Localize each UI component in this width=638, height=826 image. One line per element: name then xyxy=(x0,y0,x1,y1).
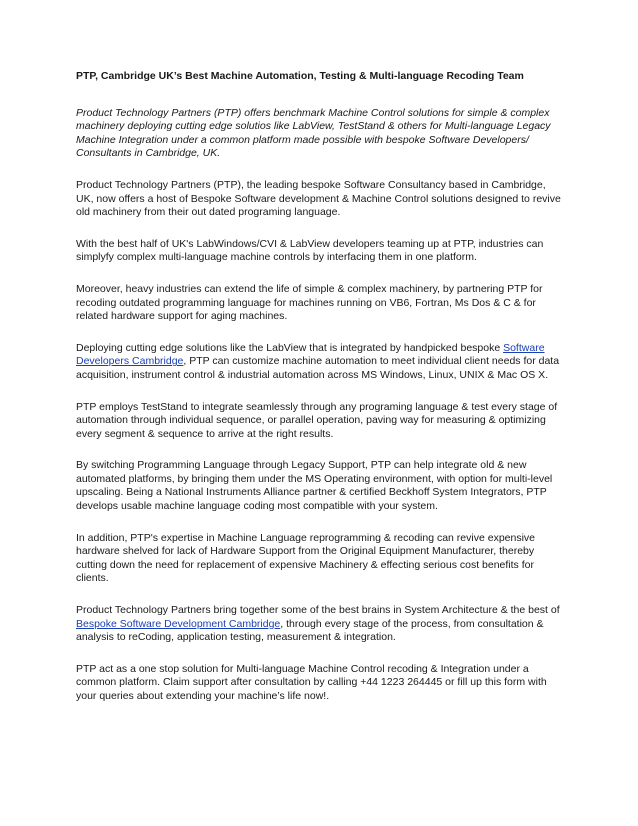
software-developers-cambridge-link[interactable]: Software Developers Cambridge xyxy=(76,341,545,368)
paragraph-4-text-before: Deploying cutting edge solutions like the LabView that is integrated by handpicked bespoke xyxy=(76,341,504,354)
paragraph-8 xyxy=(76,604,562,645)
paragraph-6: By switching Programming Language through Legacy Support, PTP can help integrate old & new automated platforms, by bringing them under the MS Operating environment, with option for multi-level upscaling. Being a National Instruments Alliance partner & certified Beckhoff System Integrators, PTP develops usable machine language coding most compatible with your system. xyxy=(76,459,553,513)
paragraph-4-text-after: , PTP can customize machine automation to meet individual client needs for data acquisition, instrument control & industrial automation across MS Windows, Linux, UNIX & Mac OS X. xyxy=(76,355,560,381)
paragraph-4 xyxy=(76,342,562,383)
lead-paragraph: Product Technology Partners (PTP) offers benchmark Machine Control solutions for simple & complex machinery deploying cutting edge solutios like LabView, TestStand & others for Multi-language Legacy Machine Integration under a common platform made possible with bespoke Software Developers/ Consultants in Cambridge, UK. xyxy=(76,106,551,160)
paragraph-8-text-after: , through every stage of the process, from consultation & analysis to reCoding, application testing, measurement & integration. xyxy=(76,617,544,644)
paragraph-8-text-before: Product Technology Partners bring together some of the best brains in System Architecture & the best of xyxy=(76,604,560,617)
paragraph-9: PTP act as a one stop solution for Multi-language Machine Control recoding & Integration under a common platform. Claim support after consultation by calling +44 1223 264445 or fill up this form with your queries about extending your machine’s life now!. xyxy=(76,662,547,702)
paragraph-7: In addition, PTP's expertise in Machine Language reprogramming & recoding can revive expensive hardware shelved for lack of Hardware Support from the Original Equipment Manufacturer, thereby cutting down the need for replacement of expensive Machinery & effecting serious cost benefits for clients. xyxy=(76,531,536,585)
paragraph-2: With the best half of UK's LabWindows/CVI & LabView developers teaming up at PTP, industries can simplyfy complex multi-language machine controls by interfacing them in one platform. xyxy=(76,237,544,264)
paragraph-3: Moreover, heavy industries can extend the life of simple & complex machinery, by partnering PTP for recoding outdated programming language for machines running on VB6, Fortran, Ms Dos & C & for related hardware support for aging machines. xyxy=(76,282,543,323)
document-page xyxy=(76,70,562,722)
document-title: PTP, Cambridge UK’s Best Machine Automation, Testing & Multi-language Recoding Team xyxy=(76,70,524,82)
bespoke-software-development-cambridge-link[interactable]: Bespoke Software Development Cambridge xyxy=(76,617,281,630)
paragraph-1: Product Technology Partners (PTP), the leading bespoke Software Consultancy based in Cambridge, UK, now offers a host of Bespoke Software development & Machine Control solutions designed to revive old machinery from their out dated programing language. xyxy=(76,178,561,219)
paragraph-5: PTP employs TestStand to integrate seamlessly through any programing language & test every stage of automation through individual sequence, or parallel operation, paving way for measuring & optimizing every segment & sequence to arrive at the right results. xyxy=(76,400,558,440)
